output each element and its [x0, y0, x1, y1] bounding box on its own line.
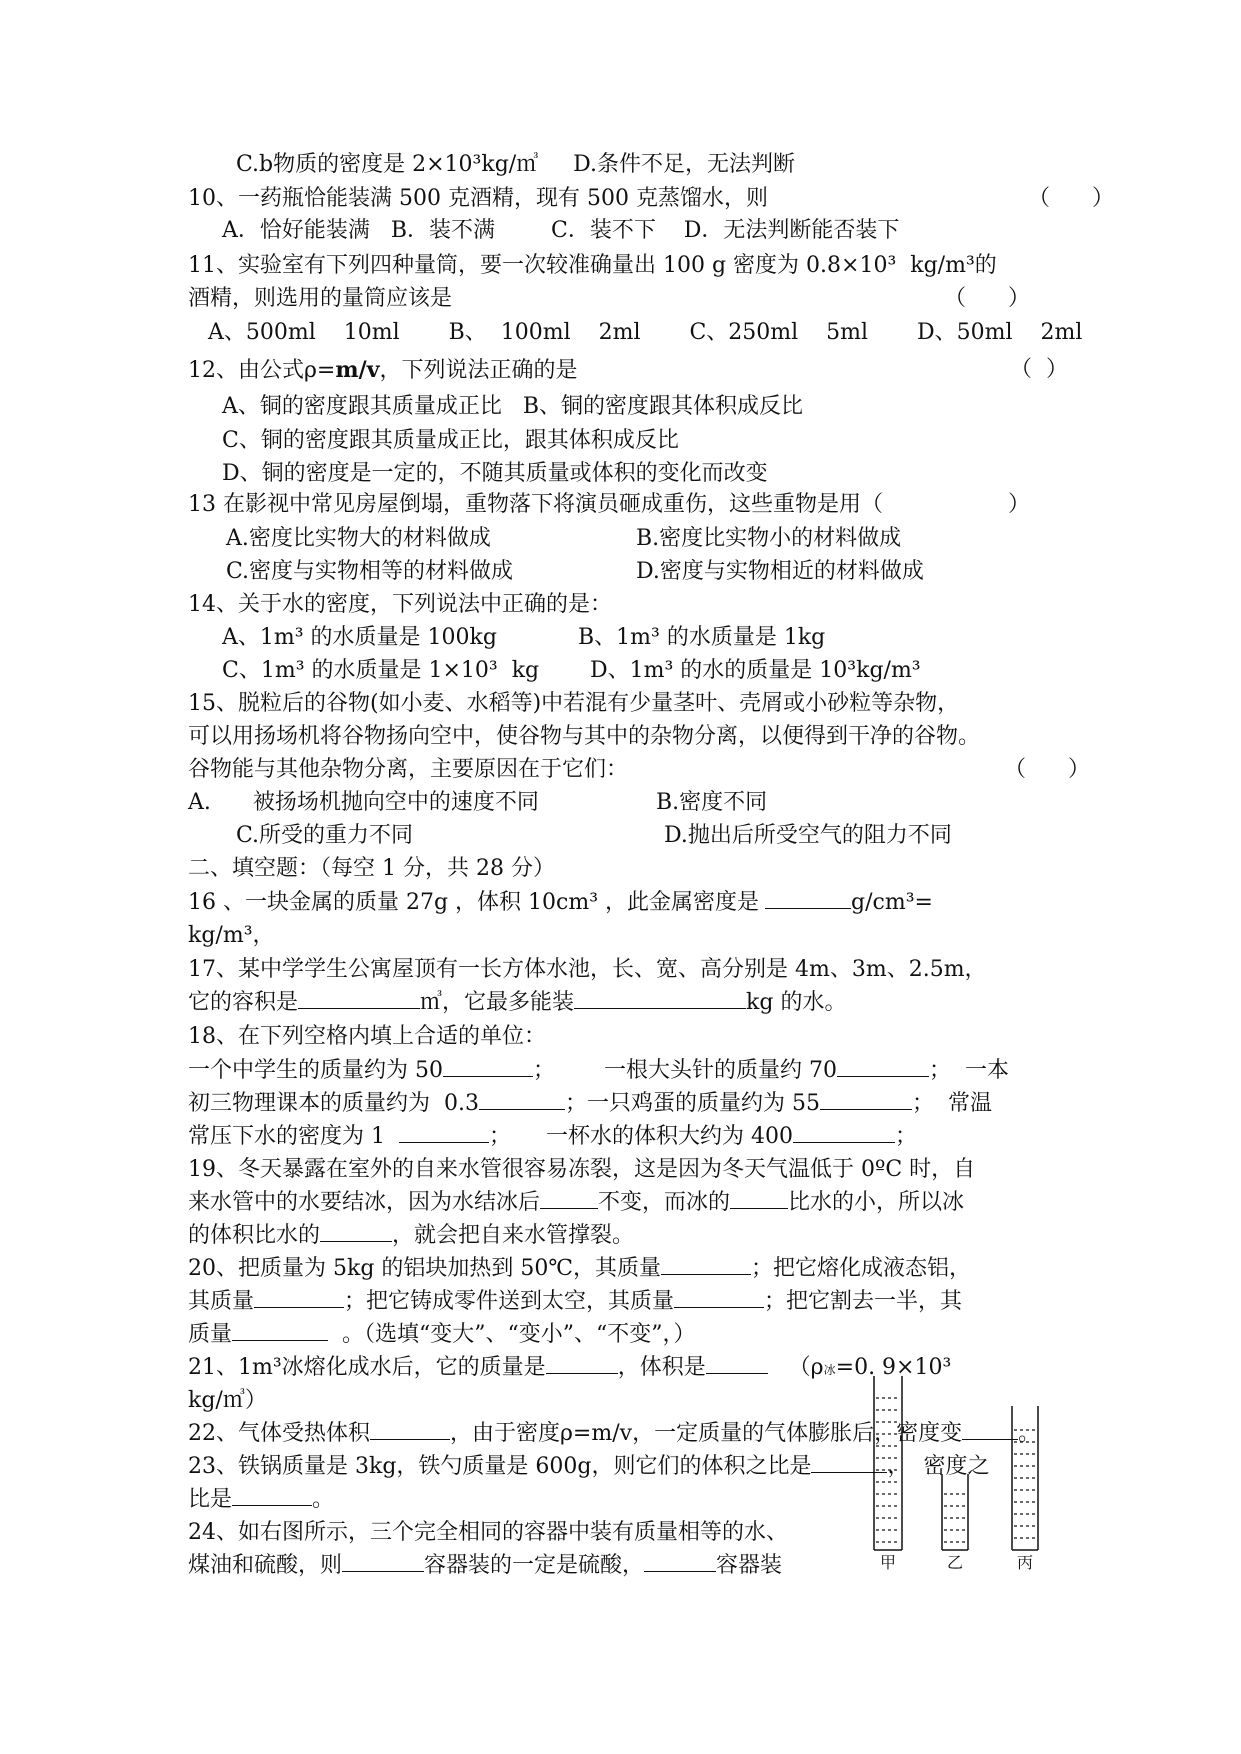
q15-option-d: D.抛出后所受空气的阻力不同: [664, 823, 952, 848]
q23-text-d: 。: [312, 1487, 335, 1512]
q23-text-a: 23、铁锅质量是 3kg，铁勺质量是 600g，则它们的体积之比是: [188, 1454, 812, 1479]
q17-text-tail: kg 的水。: [746, 990, 847, 1015]
q13-option-a: A.密度比实物大的材料做成: [226, 526, 491, 551]
q11-answer-bracket: （ ）: [944, 286, 1030, 311]
q20-line2: [188, 1287, 962, 1317]
q18-line3: [188, 1122, 917, 1152]
q21-line2: kg/㎥）: [188, 1388, 267, 1413]
q14-option-c: C、1m³ 的水质量是 1×10³ kg: [222, 658, 540, 683]
q14-option-b: B、1m³ 的水质量是 1kg: [578, 625, 826, 650]
q18-line1: [188, 1056, 1009, 1086]
q20-text-f: 质量: [188, 1322, 233, 1347]
q20-blank-2[interactable]: [254, 1287, 344, 1308]
q20-text-a: 20、把质量为 5kg 的铝块加热到 50℃，其质量: [188, 1256, 661, 1281]
q15-answer-bracket: （ ）: [1004, 757, 1090, 782]
q18-text-g: 常压下水的密度为 1: [188, 1124, 399, 1149]
q20-blank-3[interactable]: [674, 1287, 764, 1308]
q18-line2: [188, 1089, 992, 1119]
q20-blank-4[interactable]: [232, 1320, 328, 1341]
q16-unit: g/cm³=: [851, 890, 933, 915]
q13-answer-bracket: ）: [1008, 492, 1031, 517]
q19-text-d: 的体积比水的: [188, 1223, 321, 1248]
section-two-heading: 二、填空题：（每空 1 分，共 28 分）: [188, 856, 555, 881]
q23-line2: [188, 1485, 334, 1515]
three-containers-figure: [870, 1370, 1050, 1570]
q21-blank-2[interactable]: [706, 1353, 768, 1374]
q18-stem: 18、在下列空格内填上合适的单位：: [188, 1024, 546, 1049]
q18-blank-3[interactable]: [479, 1089, 565, 1110]
q20-blank-1[interactable]: [661, 1254, 751, 1275]
container-yi: [942, 1474, 968, 1550]
q17-text: 它的容积是: [188, 990, 299, 1015]
q22-text-c: 。: [1018, 1421, 1041, 1446]
q20-text-c: 其质量: [188, 1289, 255, 1314]
q24-line1: 24、如右图所示，三个完全相同的容器中装有质量相等的水、: [188, 1520, 788, 1545]
q19-line3: [188, 1221, 634, 1251]
q17-blank-mass[interactable]: [574, 988, 746, 1009]
q19-blank-3[interactable]: [320, 1221, 392, 1242]
container-jia: [874, 1376, 902, 1550]
q18-text-e: ；一只鸡蛋的质量约为 55: [564, 1091, 820, 1116]
label-jia: 甲: [879, 1553, 897, 1570]
q12-option-d: D、铜的密度是一定的，不随其质量或体积的变化而改变: [222, 461, 768, 486]
q18-blank-4[interactable]: [820, 1089, 912, 1110]
q9-options-cd: C.b物质的密度是 2×10³kg/㎥ D.条件不足，无法判断: [236, 152, 796, 177]
q13-option-c: C.密度与实物相等的材料做成: [226, 559, 514, 584]
q19-text-e: ，就会把自来水管撑裂。: [392, 1223, 635, 1248]
q11-stem-line2: 酒精，则选用的量筒应该是: [188, 286, 453, 311]
q18-blank-2[interactable]: [837, 1056, 929, 1077]
q10-stem: 10、一药瓶恰能装满 500 克酒精，现有 500 克蒸馏水，则: [188, 186, 768, 211]
q12-formula: m/v: [335, 357, 380, 383]
q15-option-a: A. 被扬场机抛向空中的速度不同: [188, 790, 539, 815]
q21-line1: [188, 1353, 951, 1385]
q20-line3: [188, 1320, 696, 1350]
q11-options: A、500ml 10ml B、 100ml 2ml C、250ml 5ml D、50ml 2ml: [208, 320, 1083, 345]
q15-stem-line3: 谷物能与其他杂物分离，主要原因在于它们：: [188, 757, 629, 782]
q15-option-c: C.所受的重力不同: [236, 823, 414, 848]
container-bing: [1012, 1406, 1041, 1550]
q21-text-b: ，体积是: [617, 1355, 706, 1380]
q10-options: A．恰好能装满 B．装不满 C．装不下 D．无法判断能否装下: [222, 218, 900, 243]
label-yi: 乙: [946, 1553, 964, 1570]
q21-text-a: 21、1m³冰熔化成水后，它的质量是: [188, 1355, 546, 1380]
q14-option-a: A、1m³ 的水质量是 100kg: [222, 625, 497, 650]
q20-text-g: 。（选填“变大”、“变小”、“不变”，）: [328, 1322, 696, 1347]
q15-stem-line2: 可以用扬场机将谷物扬向空中，使谷物与其中的杂物分离，以便得到干净的谷物。: [188, 724, 981, 749]
q21-text-d: =0. 9×10³: [835, 1355, 952, 1380]
q22-text-a: 22、气体受热体积: [188, 1421, 370, 1446]
q24-text-a: 煤油和硫酸，则: [188, 1553, 343, 1578]
q14-stem: 14、关于水的密度，下列说法中正确的是：: [188, 592, 612, 617]
q16-text: 16 、一块金属的质量 27g ，体积 10cm³ ，此金属密度是: [188, 890, 760, 915]
q21-text-c: （ρ: [767, 1355, 824, 1380]
q11-stem-line1: 11、实验室有下列四种量筒，要一次较准确量出 100 g 密度为 0.8×10³ kg/m³的: [188, 253, 997, 278]
q14-option-d: D、1m³ 的水的质量是 10³kg/m³: [590, 658, 921, 683]
q12-option-c: C、铜的密度跟其质量成正比，跟其体积成反比: [222, 428, 679, 453]
q18-blank-5[interactable]: [399, 1122, 489, 1143]
q18-blank-6[interactable]: [793, 1122, 895, 1143]
q10-answer-bracket: （ ）: [1028, 186, 1114, 211]
q18-text-h: ； 一杯水的体积大约为 400: [488, 1124, 793, 1149]
q21-subscript: 冰: [823, 1363, 836, 1377]
q18-text-d: 初三物理课本的质量约为 0.3: [188, 1091, 479, 1116]
q20-text-b: ；把它熔化成液态铝，: [751, 1256, 972, 1281]
q19-text-c: 比水的小，所以冰: [788, 1190, 965, 1215]
q16-line2: kg/m³，: [188, 923, 275, 948]
q13-option-b: B.密度比实物小的材料做成: [636, 526, 902, 551]
q17-blank-volume[interactable]: [298, 988, 420, 1009]
q17-text-mid: ㎥，它最多能装: [420, 990, 575, 1015]
q20-line1: [188, 1254, 971, 1284]
q18-blank-1[interactable]: [443, 1056, 533, 1077]
q19-text-a: 来水管中的水要结冰，因为水结冰后: [188, 1190, 541, 1215]
q20-text-d: ；把它铸成零件送到太空，其质量: [344, 1289, 675, 1314]
q24-blank-2[interactable]: [644, 1551, 716, 1572]
q12-options-ab: A、铜的密度跟其质量成正比 B、铜的密度跟其体积成反比: [222, 394, 804, 419]
q17-line2: [188, 988, 846, 1018]
q23-text-c: 比是: [188, 1487, 233, 1512]
q23-text-b: ， 密度之: [887, 1454, 990, 1479]
q19-blank-2[interactable]: [730, 1188, 788, 1209]
q17-line1: 17、某中学学生公寓屋顶有一长方体水池，长、宽、高分别是 4m、3m、2.5m，: [188, 957, 987, 982]
q18-text-b: ； 一根大头针的质量约 70: [533, 1058, 837, 1083]
q22-blank-1[interactable]: [370, 1419, 450, 1440]
q21-blank-1[interactable]: [546, 1353, 618, 1374]
q24-text-b: 容器装的一定是硫酸，: [424, 1553, 645, 1578]
q20-text-e: ；把它割去一半，其: [764, 1289, 963, 1314]
label-bing: 丙: [1016, 1553, 1034, 1570]
q13-stem: 13 在影视中常见房屋倒塌，重物落下将演员砸成重伤，这些重物是用（: [188, 492, 883, 517]
q19-text-b: 不变，而冰的: [598, 1190, 731, 1215]
q18-text-f: ； 常温: [911, 1091, 992, 1116]
q24-line2: [188, 1551, 782, 1581]
q16-blank-1[interactable]: [765, 888, 851, 909]
q15-stem-line1: 15、脱粒后的谷物(如小麦、水稻等)中若混有少量茎叶、壳屑或小砂粒等杂物，: [188, 691, 960, 716]
q15-option-b: B.密度不同: [656, 790, 768, 815]
q19-line1: 19、冬天暴露在室外的自来水管很容易冻裂，这是因为冬天气温低于 0ºC 时，自: [188, 1157, 976, 1182]
q12-stem: [188, 355, 578, 386]
q22-text-b: ，由于密度ρ=m/v，一定质量的气体膨胀后，密度变: [450, 1421, 963, 1446]
q18-text-i: ；: [894, 1124, 917, 1149]
q24-text-c: 容器装: [716, 1553, 783, 1578]
q16-line1: [188, 888, 933, 918]
q19-blank-1[interactable]: [540, 1188, 598, 1209]
q12-text: 12、由公式ρ=: [188, 358, 336, 383]
q12-answer-bracket: （ ）: [1010, 357, 1068, 382]
q18-text-a: 一个中学生的质量约为 50: [188, 1058, 443, 1083]
q23-blank-2[interactable]: [232, 1485, 312, 1506]
q18-text-c: ； 一本: [928, 1058, 1009, 1083]
q19-line2: [188, 1188, 964, 1218]
q13-option-d: D.密度与实物相近的材料做成: [636, 559, 924, 584]
q24-blank-1[interactable]: [342, 1551, 424, 1572]
q12-text-tail: ，下列说法正确的是: [379, 358, 578, 383]
